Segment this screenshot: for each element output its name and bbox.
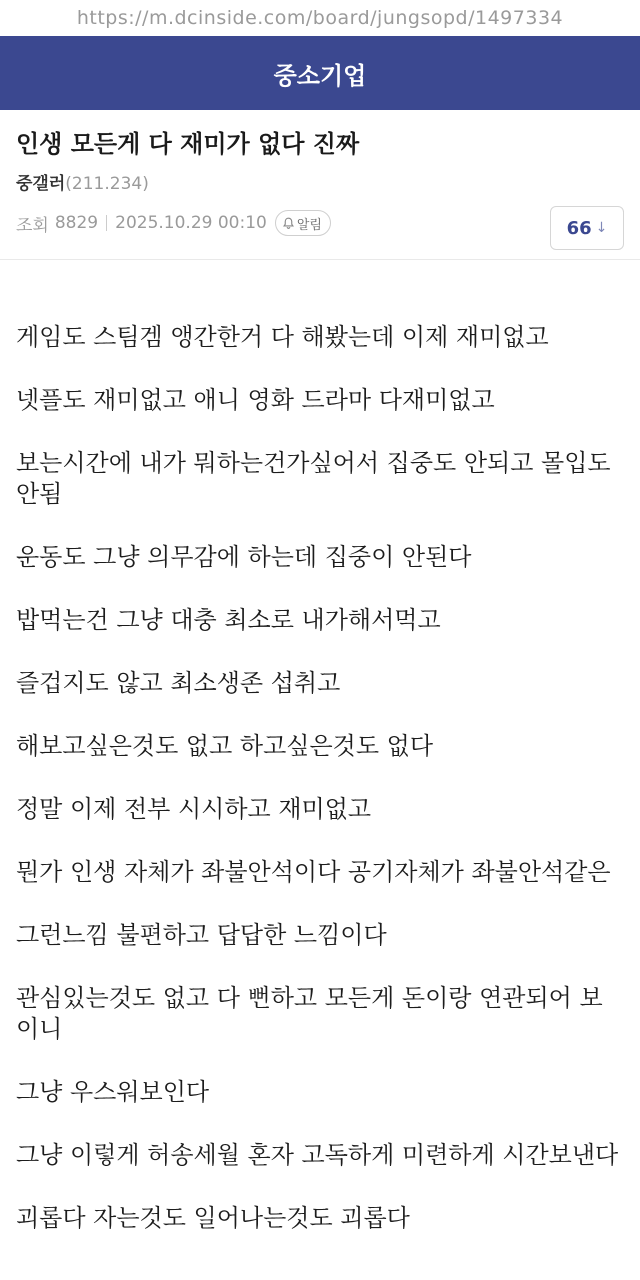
body-paragraph: 그냥 우스워보인다 xyxy=(16,1078,210,1106)
body-paragraph: 정말 이제 전부 시시하고 재미없고 xyxy=(16,795,372,823)
body-paragraph: 그런느낌 불편하고 답답한 느낌이다 xyxy=(16,921,387,949)
author-ip: (211.234) xyxy=(65,174,149,194)
meta-divider xyxy=(106,215,107,231)
post-date: 2025.10.29 00:10 xyxy=(115,213,267,233)
body-paragraph: 뭔가 인생 자체가 좌불안석이다 공기자체가 좌불안석같은 xyxy=(16,858,611,886)
address-bar[interactable] xyxy=(0,0,640,36)
post-title: 인생 모든게 다 재미가 없다 진짜 xyxy=(16,130,360,158)
alarm-button[interactable] xyxy=(275,210,331,236)
body-paragraph: 게임도 스팀겜 앵간한거 다 해봤는데 이제 재미없고 xyxy=(16,323,549,351)
comment-count: 66 xyxy=(566,217,592,239)
post-body xyxy=(0,260,640,1234)
gallery-name[interactable]: 중소기업 xyxy=(273,61,367,90)
bell-icon xyxy=(282,217,295,230)
body-paragraph: 넷플도 재미없고 애니 영화 드라마 다재미없고 xyxy=(16,386,495,414)
body-paragraph: 괴롭다 자는것도 일어나는것도 괴롭다 xyxy=(16,1204,410,1232)
body-paragraph: 보는시간에 내가 뭐하는건가싶어서 집중도 안되고 몰입도 안됨 xyxy=(16,449,611,508)
post-meta xyxy=(16,208,624,238)
arrow-down-icon: ↓ xyxy=(595,220,608,236)
body-paragraph: 운동도 그냥 의무감에 하는데 집중이 안된다 xyxy=(16,543,472,571)
url-text: https://m.dcinside.com/board/jungsopd/1497334 xyxy=(76,7,564,29)
alarm-label: 알림 xyxy=(296,217,322,233)
comment-count-button[interactable] xyxy=(550,206,624,250)
views-label: 조회 xyxy=(16,215,49,236)
body-paragraph: 관심있는것도 없고 다 뻔하고 모든게 돈이랑 연관되어 보이니 xyxy=(16,984,603,1043)
body-paragraph: 즐겁지도 않고 최소생존 섭취고 xyxy=(16,669,341,697)
body-paragraph: 밥먹는건 그냥 대충 최소로 내가해서먹고 xyxy=(16,606,441,634)
author-name[interactable]: 중갤러 xyxy=(16,174,66,194)
author-info xyxy=(16,172,624,196)
gallery-header xyxy=(0,36,640,110)
body-paragraph: 그냥 이렇게 허송세월 혼자 고독하게 미련하게 시간보낸다 xyxy=(16,1141,619,1169)
views-count: 8829 xyxy=(54,213,99,233)
body-paragraph: 해보고싶은것도 없고 하고싶은것도 없다 xyxy=(16,732,434,760)
post-header xyxy=(0,110,640,260)
